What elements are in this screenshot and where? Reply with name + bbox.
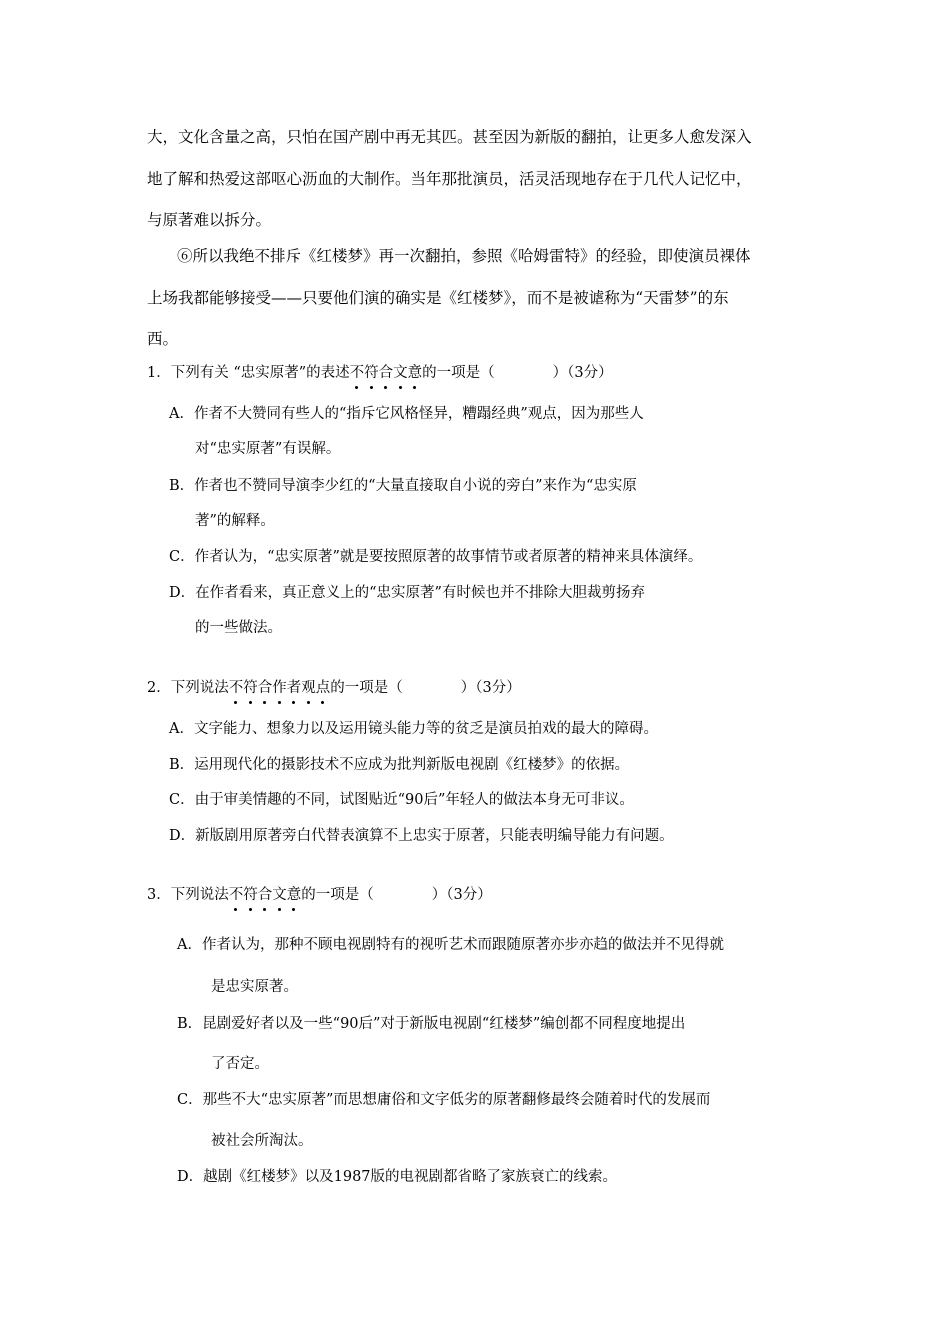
emphasis-char: 符 xyxy=(243,887,258,903)
emphasis-char: 符 xyxy=(364,365,379,381)
emphasis-char: 意 xyxy=(286,887,302,903)
option-b: B．昆剧爱好者以及一些“90后”对于新版电视剧“红楼梦”编创都不同程度地提出 xyxy=(177,1016,686,1032)
option-c-cont: 被社会所淘汰。 xyxy=(211,1133,313,1149)
emphasis-char: 不 xyxy=(228,680,244,696)
question-3-score: ）（3分） xyxy=(431,887,492,903)
option-d: D．新版剧用原著旁白代替表演算不上忠实于原著，只能表明编导能力有问题。 xyxy=(169,828,674,844)
question-2-stem xyxy=(147,678,521,698)
passage-line: 与原著难以拆分。 xyxy=(147,211,272,229)
emphasis-char: 文 xyxy=(272,887,287,903)
emphasis-char: 合 xyxy=(378,365,394,381)
question-1-score: ）（3分） xyxy=(552,365,613,381)
option-d-cont: 的一些做法。 xyxy=(195,620,282,636)
emphasis-char: 合 xyxy=(257,887,273,903)
emphasis-char: 者 xyxy=(286,680,302,696)
question-3-prefix: 3．下列说法 xyxy=(147,887,229,903)
option-a-cont: 对“忠实原著”有误解。 xyxy=(195,441,341,457)
emphasis-char: 不 xyxy=(349,365,365,381)
emphasis-char: 作 xyxy=(272,680,287,696)
emphasis-char: 文 xyxy=(393,365,408,381)
emphasis-char: 不 xyxy=(228,887,244,903)
option-c: C．作者认为，“忠实原著”就是要按照原著的故事情节或者原著的精神来具体演绎。 xyxy=(169,549,703,565)
passage-line: 西。 xyxy=(147,330,179,348)
option-b-cont: 著”的解释。 xyxy=(195,513,275,529)
option-b: B．作者也不赞同导演李少红的“大量直接取自小说的旁白”来作为“忠实原 xyxy=(169,478,637,494)
option-c: C．那些不大“忠实原著”而思想庸俗和文字低劣的原著翻修最终会随着时代的发展而 xyxy=(177,1092,711,1108)
question-2-score: ）（3分） xyxy=(460,680,521,696)
option-a: A．作者认为，那种不顾电视剧特有的视听艺术而跟随原著亦步亦趋的做法并不见得就 xyxy=(177,937,724,953)
question-3-stem xyxy=(147,885,492,905)
question-1-suffix: 的一项是（ xyxy=(422,365,495,381)
emphasis-char: 观 xyxy=(301,680,316,696)
emphasis-char: 点 xyxy=(315,680,331,696)
question-1-stem xyxy=(147,363,613,383)
question-2-prefix: 2．下列说法 xyxy=(147,680,229,696)
option-a: A．文字能力、想象力以及运用镜头能力等的贫乏是演员拍戏的最大的障碍。 xyxy=(169,721,658,737)
option-b-cont: 了否定。 xyxy=(211,1056,269,1072)
option-d: D．越剧《红楼梦》以及1987版的电视剧都省略了家族衰亡的线索。 xyxy=(177,1169,618,1185)
emphasis-char: 意 xyxy=(407,365,423,381)
option-d: D．在作者看来，真正意义上的“忠实原著”有时候也并不排除大胆裁剪扬弃 xyxy=(169,585,645,601)
option-c: C．由于审美情趣的不同，试图贴近“90后”年轻人的做法本身无可非议。 xyxy=(169,792,634,808)
question-2-suffix: 的一项是（ xyxy=(330,680,403,696)
question-3-suffix: 的一项是（ xyxy=(301,887,374,903)
option-b: B．运用现代化的摄影技术不应成为批判新版电视剧《红楼梦》的依据。 xyxy=(169,757,630,773)
option-a: A．作者不大赞同有些人的“指斥它风格怪异，糟蹋经典”观点，因为那些人 xyxy=(169,406,644,422)
passage-line: 大，文化含量之高，只怕在国产剧中再无其匹。甚至因为新版的翻拍，让更多人愈发深入 xyxy=(147,128,752,146)
option-a-cont: 是忠实原著。 xyxy=(211,979,298,995)
emphasis-char: 符 xyxy=(243,680,258,696)
passage-line: 地了解和热爱这部呕心沥血的大制作。当年那批演员，活灵活现地存在于几代人记忆中， xyxy=(147,170,752,188)
passage-line: ⑥所以我绝不排斥《红楼梦》再一次翻拍，参照《哈姆雷特》的经验，即使演员裸体 xyxy=(177,247,751,265)
emphasis-char: 合 xyxy=(257,680,273,696)
passage-line: 上场我都能够接受——只要他们演的确实是《红楼梦》，而不是被谑称为“天雷梦”的东 xyxy=(147,289,729,307)
question-1-prefix: 1．下列有关 “忠实原著”的表述 xyxy=(147,365,350,381)
